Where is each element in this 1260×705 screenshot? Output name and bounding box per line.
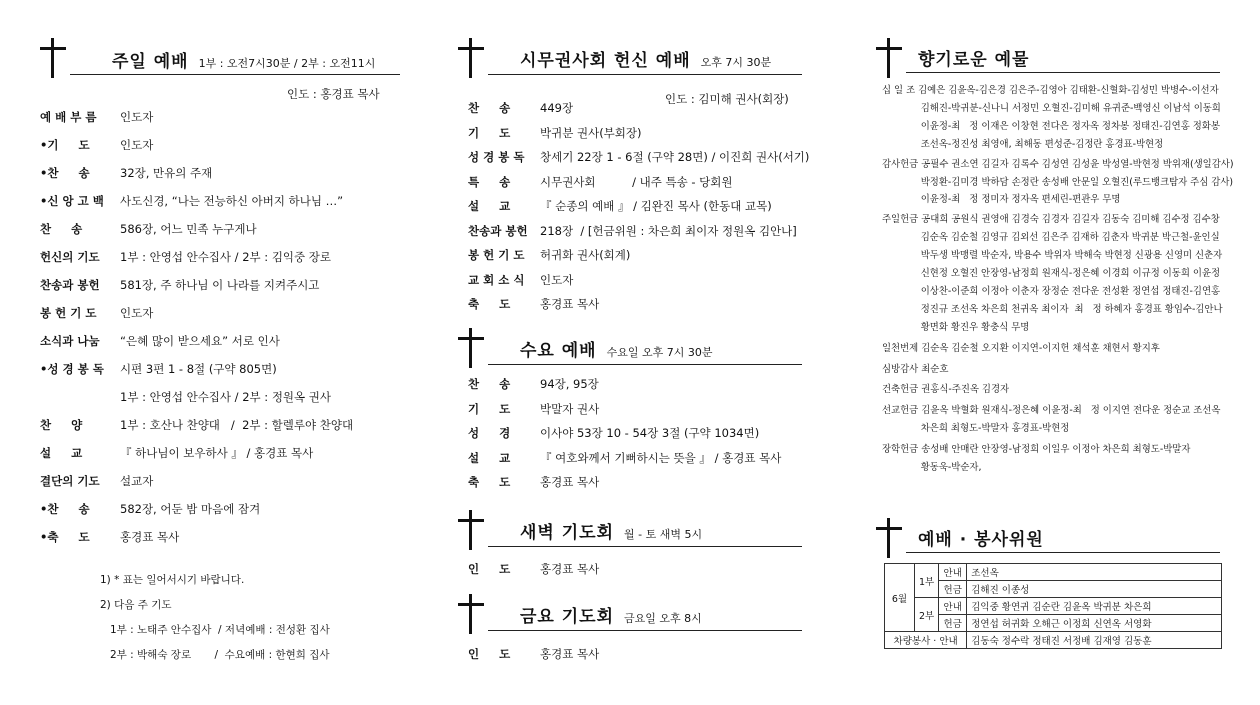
row-label: 소식과 나눔	[40, 334, 100, 348]
section-title	[520, 602, 702, 627]
row-label: 인 도	[468, 647, 511, 661]
service-row	[40, 445, 313, 461]
row-label: 설 교	[468, 450, 511, 465]
row-label: 찬 양	[40, 418, 83, 432]
service-row	[468, 174, 733, 190]
section-title-text: 수요 예배	[520, 341, 597, 361]
row-label: 봉 헌 기 도	[468, 248, 525, 262]
row-value: 581장, 주 하나님 이 나라를 지켜주시고	[120, 278, 320, 292]
row-label: 특 송	[468, 174, 511, 189]
row-value: 586장, 어느 민족 누구게나	[120, 222, 257, 236]
row-value: 허귀화 권사(회계)	[540, 248, 631, 262]
offering-line: 심방감사 최순호	[882, 363, 949, 375]
section-divider	[488, 74, 802, 75]
row-label: •찬 송	[40, 502, 90, 516]
offering-line: 일천번제 김순옥 김순철 오지환 이지연-이지헌 채석훈 채현서 황지후	[882, 342, 1160, 354]
offering-line: 정진규 조선옥 차은희 천귀옥 최이자 최 정 하혜자 홍경표 황임수-김안나	[882, 303, 1223, 315]
offering-line: 황동욱-박순자,	[882, 462, 982, 473]
row-label: 성 경	[468, 426, 511, 440]
service-row	[40, 529, 179, 545]
offering-line: 박두생 박맹렬 박순자, 박용수 박위자 박해숙 박현정 신광용 신영미 신춘자	[882, 250, 1223, 262]
row-label: •찬 송	[40, 166, 90, 180]
row-value: 홍경표 목사	[540, 475, 600, 489]
section-divider	[906, 72, 1220, 73]
row-label: 찬송과 봉헌	[40, 278, 100, 292]
offering-line: 황면화 황진우 황충식 무명	[882, 321, 1030, 333]
row-label: 결단의 기도	[40, 474, 100, 488]
row-label: 예 배 부 름	[40, 110, 97, 124]
service-row	[40, 333, 280, 349]
note-line: 1부 : 노태주 안수집사 / 저녁예배 : 전성환 집사	[110, 624, 330, 636]
p1-guide-names: 조선옥	[967, 564, 1222, 581]
row-value: 사도신경, “나는 전능하신 아버지 하나님 …”	[120, 194, 344, 208]
row-label: 헌신의 기도	[40, 250, 100, 264]
section-title-text: 시무권사회 헌신 예배	[520, 51, 691, 71]
offering-line: 감사헌금 공필수 권소연 김길자 김록수 김성연 김성윤 박성열-박현정 박위재(생일감사)	[882, 158, 1234, 170]
service-row	[40, 473, 153, 489]
service-row	[40, 249, 331, 265]
service-row	[468, 376, 599, 392]
service-row	[468, 100, 573, 116]
row-label: 설 교	[468, 199, 511, 213]
section-title-text: 금요 기도회	[520, 607, 615, 627]
service-row	[468, 561, 599, 577]
p1-offering-names: 김해진 이종성	[967, 581, 1222, 598]
section-subtitle: 금요일 오후 8시	[624, 612, 702, 625]
row-label: •축 도	[40, 530, 90, 544]
service-row	[468, 646, 599, 662]
cross-icon	[458, 510, 484, 550]
row-value: 인도자	[540, 272, 574, 287]
section-title	[520, 46, 771, 71]
cross-icon	[876, 38, 902, 78]
cross-icon	[40, 38, 66, 78]
row-label: 인 도	[468, 562, 511, 576]
vehicle-label: 차량봉사 · 안내	[885, 632, 967, 649]
row-value: 시무권사회 / 내주 특송 - 당회원	[540, 174, 733, 189]
part1-cell: 1부	[915, 564, 939, 598]
service-row	[40, 305, 153, 321]
row-value: 218장 / [헌금위원 : 차은희 최이자 정원옥 김안나]	[540, 223, 797, 238]
row-value: 시편 3편 1 - 8절 (구약 805면)	[120, 362, 277, 376]
service-row	[468, 198, 772, 214]
offering-line: 건축헌금 권홍식-주진옥 김경자	[882, 384, 1010, 396]
row-label: 찬 송	[468, 101, 511, 115]
service-row	[468, 401, 599, 417]
service-row	[40, 389, 331, 405]
service-row	[468, 450, 781, 466]
section-subtitle: 월 - 토 새벽 5시	[624, 528, 703, 541]
row-value: 『 여호와께서 기뻐하시는 뜻을 』 / 홍경표 목사	[540, 450, 782, 465]
row-label: 찬 송	[468, 377, 511, 391]
role-offering-cell: 헌금	[939, 615, 967, 632]
section-title-text: 새벽 기도회	[520, 523, 615, 543]
row-label: 교 회 소 식	[468, 272, 525, 287]
row-value: 홍경표 목사	[540, 562, 600, 576]
service-row	[40, 193, 343, 209]
service-row	[40, 137, 153, 153]
service-row	[468, 425, 759, 441]
service-row	[468, 474, 599, 490]
row-label: 축 도	[468, 297, 511, 311]
row-value: 32장, 만유의 주재	[120, 166, 213, 180]
row-value: 1부 : 호산나 찬양대 / 2부 : 할렐루야 찬양대	[120, 418, 354, 432]
service-row	[468, 272, 573, 288]
row-value: 94장, 95장	[540, 377, 599, 391]
section-divider	[488, 630, 802, 631]
row-label: 찬송과 봉헌	[468, 223, 528, 238]
service-row	[468, 223, 797, 239]
section-title	[520, 336, 712, 361]
section-subtitle: 1부 : 오전7시30분 / 2부 : 오전11시	[198, 57, 376, 70]
row-label: 성 경 봉 독	[468, 150, 525, 164]
service-row	[468, 125, 642, 141]
cross-icon	[876, 518, 902, 558]
row-value: 이사야 53장 10 - 54장 3절 (구약 1034면)	[540, 426, 760, 440]
row-value: 인도자	[120, 110, 154, 124]
offering-line: 조선옥-정진성 최영애, 최해동 편성준-김정란 홍경표-박현정	[882, 138, 1164, 150]
p2-guide-names: 김익중 황연귀 김순란 김윤옥 박귀분 차은희	[967, 598, 1222, 615]
role-guide-cell: 안내	[939, 598, 967, 615]
service-row	[40, 165, 212, 181]
row-value: “은혜 많이 받으세요” 서로 인사	[120, 334, 280, 348]
offering-line: 김해진-박귀분-신나니 서정민 오혈진-김미해 유귀준-백영신 이남석 이동희	[882, 102, 1221, 114]
row-label: 찬 송	[40, 222, 83, 236]
leader-line: 인도 : 김미해 권사(회장)	[665, 92, 789, 106]
offering-line: 장학헌금 송성배 안매란 안장영-남정희 이일우 이정아 차은희 최형도-박말자	[882, 444, 1191, 456]
cross-icon	[458, 328, 484, 368]
service-row	[40, 361, 277, 377]
row-value: 홍경표 목사	[540, 647, 600, 661]
leader-line: 인도 : 홍경표 목사	[287, 87, 380, 101]
offering-line: 신현정 오혈진 안장영-남정희 원재식-정은혜 이경희 이규정 이동희 이윤정	[882, 268, 1221, 279]
section-subtitle: 수요일 오후 7시 30분	[606, 346, 713, 359]
row-value: 설교자	[120, 474, 154, 488]
row-label: 봉 헌 기 도	[40, 306, 97, 320]
row-value: 홍경표 목사	[540, 297, 600, 311]
row-value: 창세기 22장 1 - 6절 (구약 28면) / 이진희 권사(서기)	[540, 150, 810, 164]
row-value: 1부 : 안영섭 안수집사 / 2부 : 김익중 장로	[120, 250, 332, 264]
part2-cell: 2부	[915, 598, 939, 632]
cross-icon	[458, 38, 484, 78]
role-guide-cell: 안내	[939, 564, 967, 581]
row-value: 박말자 권사	[540, 401, 600, 416]
row-label: •성 경 봉 독	[40, 362, 104, 376]
sunday-service-title	[112, 47, 375, 72]
offering-line: 이상찬-이준희 이정아 이춘자 장정순 전다운 전성환 정연섭 정태진-김연홍	[882, 285, 1221, 297]
service-row	[468, 296, 599, 312]
section-divider	[488, 364, 802, 365]
service-row	[40, 417, 353, 433]
row-value: 449장	[540, 101, 574, 115]
section-subtitle: 오후 7시 30분	[700, 56, 772, 69]
row-label: •신 앙 고 백	[40, 194, 104, 208]
committee-title: 예배 · 봉사위원	[918, 530, 1044, 550]
offering-line: 이윤정-최 정 이재은 이창현 전다은 정자옥 정차봉 정태진-김연홍 정화봉	[882, 120, 1220, 132]
note-line: 1) * 표는 일어서시기 바랍니다.	[100, 574, 245, 586]
offering-line: 박정환-김미경 박하담 손정란 송성배 안문일 오혈진(루드뱅크탐자 주심 감사)	[882, 176, 1234, 188]
offering-title: 향기로운 예물	[918, 50, 1030, 70]
row-label: 설 교	[40, 446, 83, 460]
month-cell: 6월	[885, 564, 915, 632]
service-row	[40, 221, 257, 237]
offering-line: 차은희 최형도-박말자 홍경표-박현정	[882, 423, 1070, 435]
row-value: 1부 : 안영섭 안수집사 / 2부 : 정원옥 권사	[120, 390, 332, 404]
section-title-text: 주일 예배	[112, 52, 189, 72]
offering-line: 십 일 조 김예은 김윤옥-김은경 김은주-김영아 김태환-신혈화-김성민 박병수-이선자	[882, 85, 1219, 96]
row-value: 홍경표 목사	[120, 530, 180, 544]
row-value: 인도자	[120, 306, 154, 320]
offering-line: 이윤정-최 정 정미자 정자옥 편세린-편관우 무명	[882, 194, 1121, 206]
row-label: •기 도	[40, 138, 90, 152]
role-offering-cell: 헌금	[939, 581, 967, 598]
service-row	[468, 149, 809, 165]
row-label: 기 도	[468, 125, 511, 140]
p2-offering-names: 정연섭 허귀화 오해근 이정희 신연옥 서영화	[967, 615, 1222, 632]
row-label: 기 도	[468, 401, 511, 416]
service-row	[468, 247, 630, 263]
note-line: 2부 : 박해숙 장로 / 수요예배 : 한현희 집사	[110, 649, 330, 661]
section-divider	[906, 552, 1220, 553]
committee-table	[884, 563, 1222, 649]
service-row	[40, 501, 260, 517]
row-value: 582장, 어둔 밤 마음에 잠겨	[120, 502, 261, 516]
service-row	[40, 277, 319, 293]
row-value: 박귀분 권사(부회장)	[540, 125, 642, 140]
row-label: 축 도	[468, 475, 511, 489]
note-line: 2) 다음 주 기도	[100, 599, 172, 611]
offering-line: 김순옥 김순철 김영규 김외선 김은주 김재하 김춘자 박귀분 박근철-윤인실	[882, 232, 1220, 244]
row-value: 『 순종의 예배 』 / 김완진 목사 (한동대 교목)	[540, 199, 772, 213]
offering-line: 선교헌금 김윤옥 박혈화 원재식-정은혜 이윤정-최 정 이지연 전다운 정순교 조선옥	[882, 405, 1221, 417]
section-title	[520, 518, 702, 543]
section-divider	[70, 74, 400, 75]
section-divider	[488, 546, 802, 547]
row-value: 『 하나님이 보우하사 』 / 홍경표 목사	[120, 446, 314, 460]
offering-line: 주일헌금 공대희 공원식 권영애 김경숙 김경자 김길자 김동숙 김미해 김수정 김수창	[882, 214, 1220, 226]
vehicle-names: 김동숙 정수락 정태진 서정배 김재영 김동훈	[967, 632, 1222, 649]
cross-icon	[458, 594, 484, 634]
row-value: 인도자	[120, 138, 154, 152]
service-row	[40, 109, 153, 125]
